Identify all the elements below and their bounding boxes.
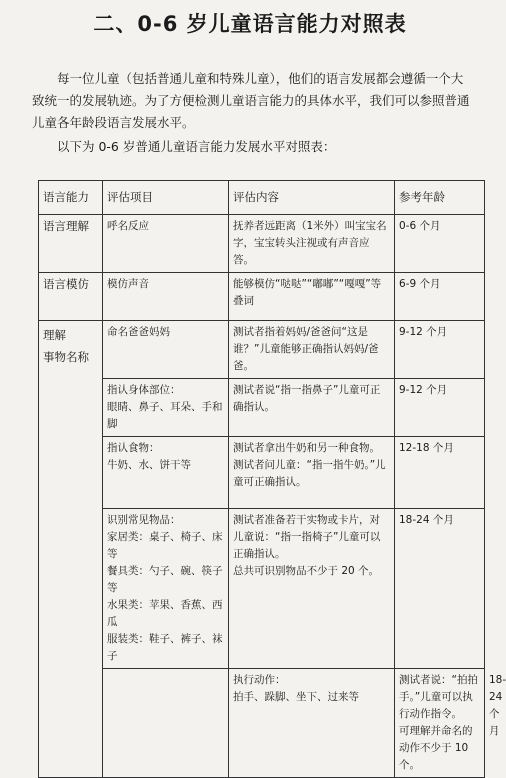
intro-paragraph: 每一位儿童（包括普通儿童和特殊儿童），他们的语言发展都会遵循一个大致统一的发展轨迹。为了方便检测儿童语言能力的具体水平，我们可以参照普通儿童各年龄段语言发展水平。 (32, 71, 470, 130)
row-content: 能够模仿“哒哒”“嘟嘟”“嘎嘎”等叠词 (229, 273, 395, 321)
header-item: 评估项目 (103, 181, 229, 215)
row-content-line: 测试者准备若干实物或卡片，对儿童说：“指一指椅子”儿童可以正确指认。 (233, 514, 381, 560)
row-age: 0-6 个月 (395, 215, 485, 273)
row-content-line: 测试者问儿童：“指一指牛奶。”儿童可正确指认。 (233, 459, 386, 488)
table-row (39, 437, 485, 509)
row-content-line: 测试者说：“拍拍手。”儿童可以执行动作指令。 (399, 674, 478, 720)
row-age: 6-9 个月 (395, 273, 485, 321)
row-item (229, 669, 395, 778)
row-item-line: 牛奶、水、饼干等 (107, 459, 191, 471)
row-item: 呼名反应 (103, 215, 229, 273)
row-age: 12-18 个月 (395, 437, 485, 509)
table-row (39, 379, 485, 437)
row-item: 命名爸爸妈妈 (103, 321, 229, 379)
row-blank (103, 669, 229, 778)
language-ability-table (38, 180, 506, 778)
row-content (395, 669, 485, 778)
row-item-line: 水果类：苹果、香蕉、西瓜 (107, 599, 223, 628)
row-content-line: 可理解并命名的动作不少于 10 个。 (399, 725, 473, 771)
row-item-line: 识别常见物品： (107, 514, 181, 526)
page-title: 二、0-6 岁儿童语言能力对照表 (93, 12, 407, 36)
category-comprehension: 语言理解 (39, 215, 103, 273)
row-content: 测试者说“指一指鼻子”儿童可正确指认。 (229, 379, 395, 437)
row-item-line: 餐具类：勺子、碗、筷子等 (107, 565, 223, 594)
category-naming-line2: 事物名称 (43, 350, 89, 364)
row-content-line: 总共可识别物品不少于 20 个。 (233, 565, 380, 577)
row-item-line: 拍手、跺脚、坐下、过来等 (233, 691, 359, 703)
row-item (103, 437, 229, 509)
row-item-line: 服装类：鞋子、裤子、袜子 (107, 633, 223, 662)
table-header-row (39, 181, 485, 215)
table-row (39, 509, 485, 669)
header-content: 评估内容 (229, 181, 395, 215)
table-row (39, 321, 485, 379)
row-content: 测试者指着妈妈/爸爸问“这是谁？”儿童能够正确指认妈妈/爸爸。 (229, 321, 395, 379)
row-age: 18-24 个月 (395, 509, 485, 669)
row-item-line: 指认身体部位： (107, 384, 181, 396)
row-item-line: 家居类：桌子、椅子、床等 (107, 531, 223, 560)
header-age: 参考年龄 (395, 181, 485, 215)
row-content (229, 437, 395, 509)
row-content-line: 测试者拿出牛奶和另一种食物。 (233, 442, 380, 454)
row-item: 模仿声音 (103, 273, 229, 321)
row-age: 9-12 个月 (395, 321, 485, 379)
row-item-line: 指认食物： (107, 442, 160, 454)
category-naming-line1: 理解 (43, 328, 66, 342)
row-item-line: 执行动作： (233, 674, 286, 686)
table-intro: 以下为 0-6 岁普通儿童语言能力发展水平对照表： (57, 139, 336, 154)
header-ability: 语言能力 (39, 181, 103, 215)
table-row (39, 215, 485, 273)
row-content (229, 509, 395, 669)
row-content: 抚养者远距离（1米外）叫宝宝名字，宝宝转头注视或有声音应答。 (229, 215, 395, 273)
category-imitation: 语言模仿 (39, 273, 103, 321)
row-item-line: 眼睛、鼻子、耳朵、手和脚 (107, 401, 223, 430)
category-naming (39, 321, 103, 778)
row-age: 9-12 个月 (395, 379, 485, 437)
table-row: 执行动作： 拍手、跺脚、坐下、过来等 测试者说：“拍拍手。”儿童可以执行动作指令。 可理解并命名的动作不少于 10 个。 18-24 个月 (39, 669, 485, 778)
table-row (39, 273, 485, 321)
row-item (103, 509, 229, 669)
row-item (103, 379, 229, 437)
